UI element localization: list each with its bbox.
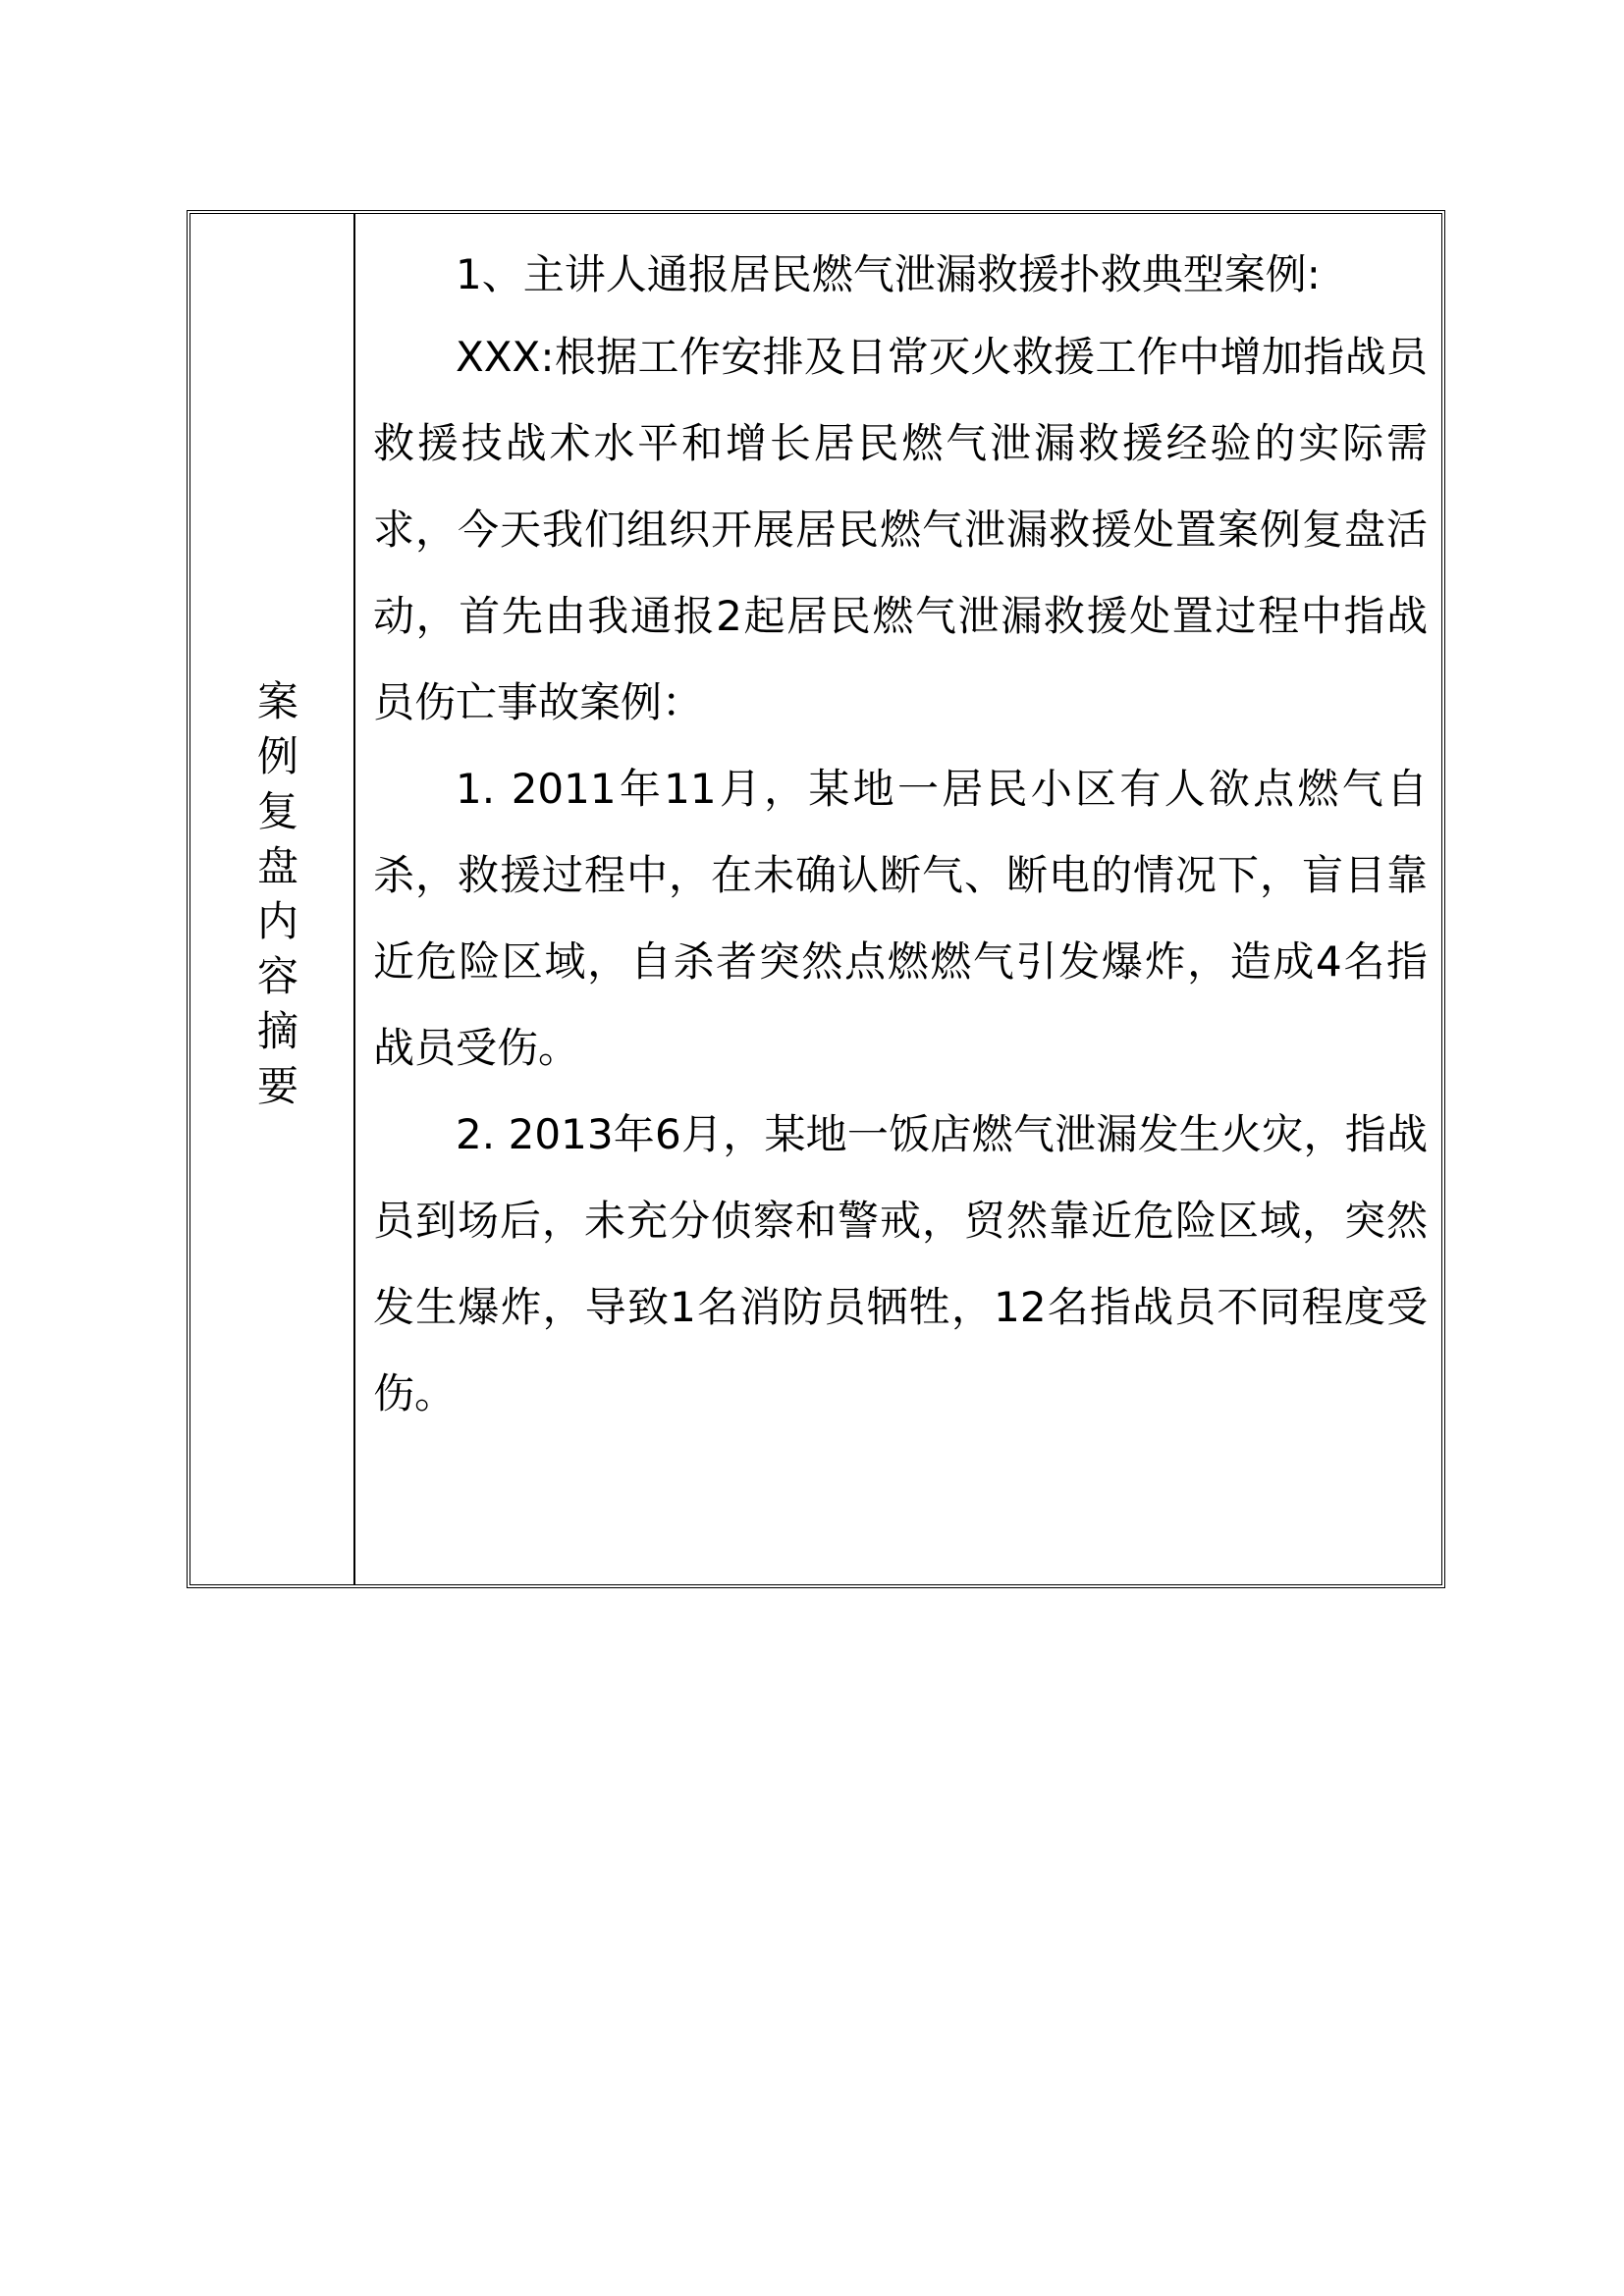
briefing-paragraph: XXX:根据工作安排及日常灭火救援工作中增加指战员救援技战术水平和增长居民燃气泄漏救援经验的实际需求，今天我们组织开展居民燃气泄漏救援处置案例复盘活动，首先由我通报2起居民燃气泄漏救援处置过程中指战员伤亡事故案例： — [373, 333, 1428, 726]
content-cell — [355, 214, 1441, 1584]
intro-paragraph: 1、主讲人通报居民燃气泄漏救援扑救典型案例: — [456, 250, 1321, 298]
case-review-table — [187, 210, 1445, 1588]
case-summary-label: 案例复盘内容摘要 — [251, 679, 299, 1119]
label-cell — [190, 214, 355, 1584]
case-1-paragraph: 1. 2011年11月，某地一居民小区有人欲点燃气自杀，救援过程中，在未确认断气、断电的情况下，盲目靠近危险区域，自杀者突然点燃燃气引发爆炸，造成4名指战员受伤。 — [373, 765, 1428, 1072]
case-2-paragraph: 2. 2013年6月，某地一饭店燃气泄漏发生火灾，指战员到场后，未充分侦察和警戒，贸然靠近危险区域，突然发生爆炸，导致1名消防员牺牲，12名指战员不同程度受伤。 — [373, 1110, 1428, 1417]
